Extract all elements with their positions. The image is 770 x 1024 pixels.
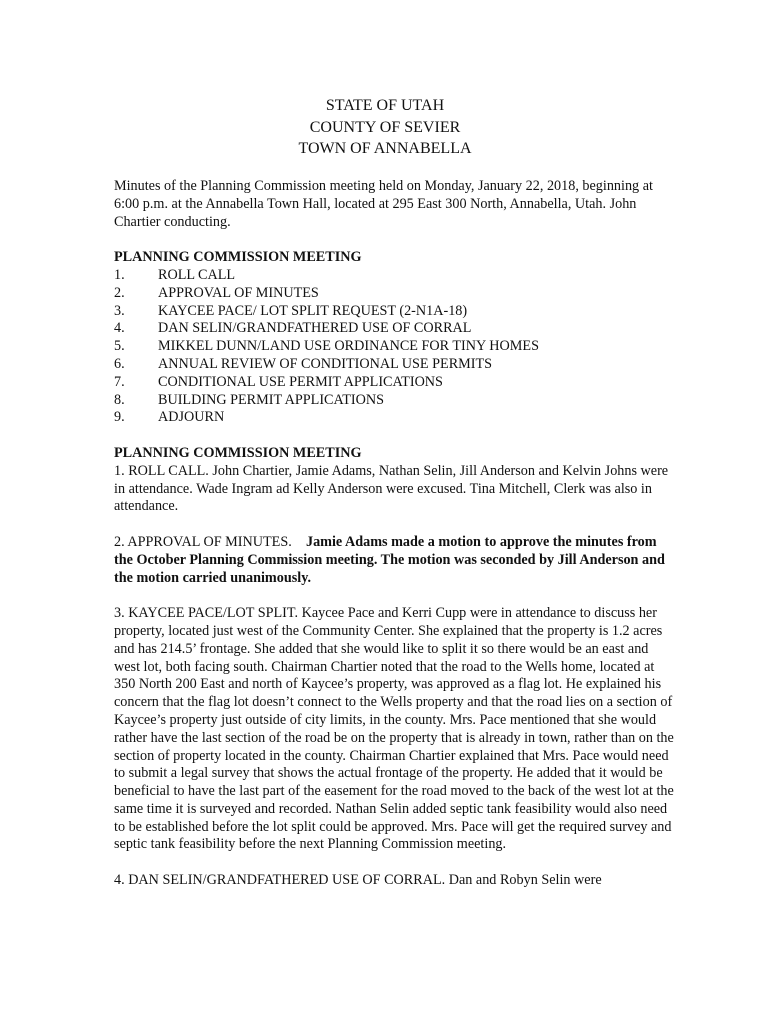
agenda-item: [114, 303, 674, 321]
agenda-item-text: CONDITIONAL USE PERMIT APPLICATIONS: [158, 373, 443, 390]
header-county: COUNTY OF SEVIER: [309, 118, 461, 136]
agenda-item: [114, 285, 674, 303]
agenda-item-number: 8.: [114, 391, 125, 408]
agenda-item-number: 1.: [114, 266, 125, 283]
agenda-item: [114, 374, 674, 392]
kaycee-pace-paragraph: 3. KAYCEE PACE/LOT SPLIT. Kaycee Pace and Kerri Cupp were in attendance to discuss her property, located just west of the Community Center. She explained that the property is 1.2 acres and has 214.5’ frontage. She added that she would like to split it so there would be an east and west lot, both facing south. Chairman Chartier noted that the road to the Wells home, located at 350 North 200 East and north of Kaycee’s property, was approved as a flag lot. He explained his concern that the flag lot doesn’t connect to the Wells property and that the road lies on a section of Kaycee’s property just outside of city limits, in the county. Mrs. Pace mentioned that she would rather have the last section of the road be on the property that is already in town, rather than on the section of property located in the county. Chairman Chartier explained that Mrs. Pace would need to submit a legal survey that shows the actual frontage of the property. He added that it would be beneficial to have the last part of the easement for the road moved to the back of the west lot at the same time it is surveyed and recorded. Nathan Selin added septic tank feasibility would also need to be established before the lot split could be approved. Mrs. Pace will get the required survey and septic tank feasibility before the next Planning Commission meeting.: [114, 605, 674, 853]
agenda-item-number: 4.: [114, 320, 125, 337]
agenda-item-text: ROLL CALL: [158, 266, 236, 283]
agenda-item: [114, 338, 674, 356]
approval-lead: 2. APPROVAL OF MINUTES.: [114, 533, 292, 550]
roll-call-paragraph: 1. ROLL CALL. John Chartier, Jamie Adams, Nathan Selin, Jill Anderson and Kelvin Johns were in attendance. Wade Ingram ad Kelly Anderson were excused. Tina Mitchell, Clerk was also in attendance.: [114, 462, 669, 515]
agenda-item-text: KAYCEE PACE/ LOT SPLIT REQUEST (2-N1A-18): [158, 302, 468, 319]
agenda-item: [114, 267, 674, 285]
approval-paragraph: [114, 534, 674, 587]
agenda-item-number: 5.: [114, 338, 125, 355]
header-state: STATE OF UTAH: [325, 97, 445, 114]
agenda-item-number: 7.: [114, 373, 125, 390]
header-town: TOWN OF ANNABELLA: [298, 140, 472, 157]
dan-selin-paragraph: 4. DAN SELIN/GRANDFATHERED USE OF CORRAL. Dan and Robyn Selin were: [114, 872, 602, 889]
agenda-item-text: ADJOURN: [158, 409, 225, 426]
agenda-item: [114, 320, 674, 338]
agenda-item: [114, 392, 674, 410]
document-header: [0, 95, 770, 160]
agenda-item-text: ANNUAL REVIEW OF CONDITIONAL USE PERMITS: [158, 355, 493, 372]
document-body: [114, 178, 674, 908]
agenda-item: [114, 356, 674, 374]
agenda-item-number: 3.: [114, 302, 125, 319]
agenda-item: [114, 409, 674, 427]
agenda-list: [114, 267, 674, 427]
agenda-item-number: 9.: [114, 409, 125, 426]
agenda-item-text: MIKKEL DUNN/LAND USE ORDINANCE FOR TINY HOMES: [158, 338, 539, 355]
agenda-item-text: APPROVAL OF MINUTES: [158, 284, 319, 301]
minutes-title: PLANNING COMMISSION MEETING: [114, 444, 362, 461]
approval-motion: Jamie Adams made a motion to approve the minutes from the October Planning Commission meeting. The motion was seconded by Jill Anderson and the motion carried unanimously.: [114, 533, 665, 586]
agenda-item-number: 6.: [114, 355, 125, 372]
intro-paragraph: Minutes of the Planning Commission meeting held on Monday, January 22, 2018, beginning at 6:00 p.m. at the Annabella Town Hall, located at 295 East 300 North, Annabella, Utah. John Chartier conducting.: [114, 178, 653, 230]
agenda-item-number: 2.: [114, 284, 125, 301]
agenda-item-text: DAN SELIN/GRANDFATHERED USE OF CORRAL: [158, 320, 472, 337]
agenda-item-text: BUILDING PERMIT APPLICATIONS: [158, 391, 384, 408]
agenda-title: PLANNING COMMISSION MEETING: [114, 249, 362, 266]
